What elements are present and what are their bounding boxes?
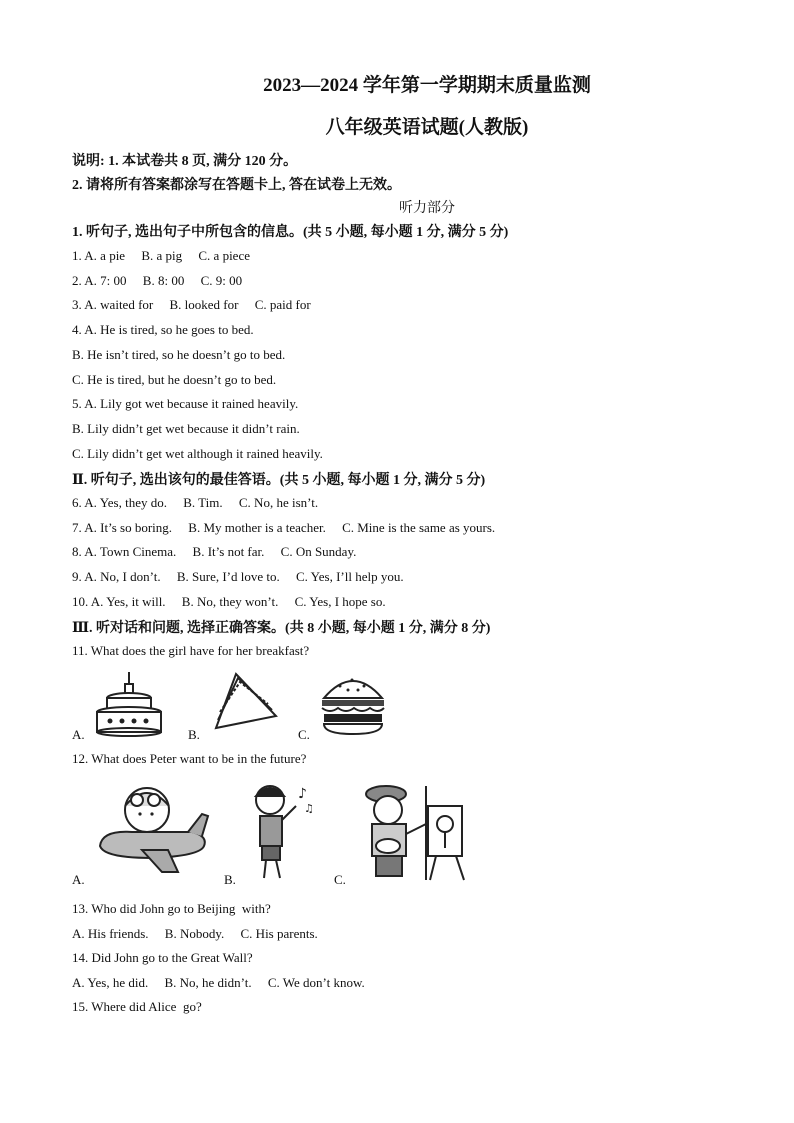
list-item: 2. A. 7: 00 B. 8: 00 C. 9: 00	[72, 273, 243, 288]
list-item: 9. A. No, I don’t. B. Sure, I’d love to. C. Yes, I’ll help you.	[72, 569, 404, 584]
question-11: 11. What does the girl have for her breakfast?	[72, 643, 310, 658]
question-12: 12. What does Peter want to be in the future?	[72, 751, 307, 766]
list-item: A. Yes, he did. B. No, he didn’t. C. We don’t know.	[72, 975, 365, 990]
cake-icon	[90, 668, 168, 738]
page-title: 2023—2024 学年第一学期期末质量监测	[263, 75, 591, 96]
list-item: 7. A. It’s so boring. B. My mother is a teacher. C. Mine is the same as yours.	[72, 520, 496, 535]
option-label: B.	[224, 872, 236, 887]
hamburger-icon	[318, 668, 388, 738]
list-item: 4. A. He is tired, so he goes to bed.	[72, 322, 254, 337]
list-item: 6. A. Yes, they do. B. Tim. C. No, he isn’t.	[72, 495, 319, 510]
list-item: 5. A. Lily got wet because it rained heavily.	[72, 396, 299, 411]
list-item: 15. Where did Alice go?	[72, 999, 202, 1014]
list-item: 14. Did John go to the Great Wall?	[72, 950, 253, 965]
list-item: B. Lily didn’t get wet because it didn’t rain.	[72, 421, 300, 436]
option-label: B.	[188, 727, 200, 742]
list-item: C. Lily didn’t get wet although it rained heavily.	[72, 446, 323, 461]
pilot-icon	[92, 780, 212, 876]
note-1: 说明: 1. 本试卷共 8 页, 满分 120 分。	[72, 154, 298, 169]
list-item: 1. A. a pie B. a pig C. a piece	[72, 248, 250, 263]
list-item: 3. A. waited for B. looked for C. paid for	[72, 297, 311, 312]
option-label: C.	[334, 872, 346, 887]
option-label: A.	[72, 727, 85, 742]
section-title: 听力部分	[399, 201, 455, 216]
page-subtitle: 八年级英语试题(人教版)	[325, 117, 529, 138]
list-item: C. He is tired, but he doesn’t go to bed.	[72, 372, 277, 387]
list-item: B. He isn’t tired, so he doesn’t go to bed.	[72, 347, 286, 362]
sandwich-icon	[206, 668, 282, 736]
singer-icon	[240, 780, 316, 884]
list-item: 13. Who did John go to Beijing with?	[72, 901, 271, 916]
part3-heading: Ⅲ. 听对话和问题, 选择正确答案。(共 8 小题, 每小题 1 分, 满分 8 分)	[72, 621, 491, 636]
part2-heading: Ⅱ. 听句子, 选出该句的最佳答语。(共 5 小题, 每小题 1 分, 满分 5 分)	[72, 473, 486, 488]
painter-icon	[352, 780, 470, 884]
svg-text:♪: ♪	[298, 786, 307, 802]
list-item: A. His friends. B. Nobody. C. His parents.	[72, 926, 318, 941]
list-item: 10. A. Yes, it will. B. No, they won’t. C. Yes, I hope so.	[72, 594, 386, 609]
option-label: C.	[298, 727, 310, 742]
note-2: 2. 请将所有答案都涂写在答题卡上, 答在试卷上无效。	[72, 178, 401, 193]
list-item: 8. A. Town Cinema. B. It’s not far. C. On Sunday.	[72, 544, 357, 559]
part1-heading: 1. 听句子, 选出句子中所包含的信息。(共 5 小题, 每小题 1 分, 满分 5 分)	[72, 225, 509, 240]
svg-text:♫: ♫	[304, 802, 314, 815]
option-label: A.	[72, 872, 85, 887]
